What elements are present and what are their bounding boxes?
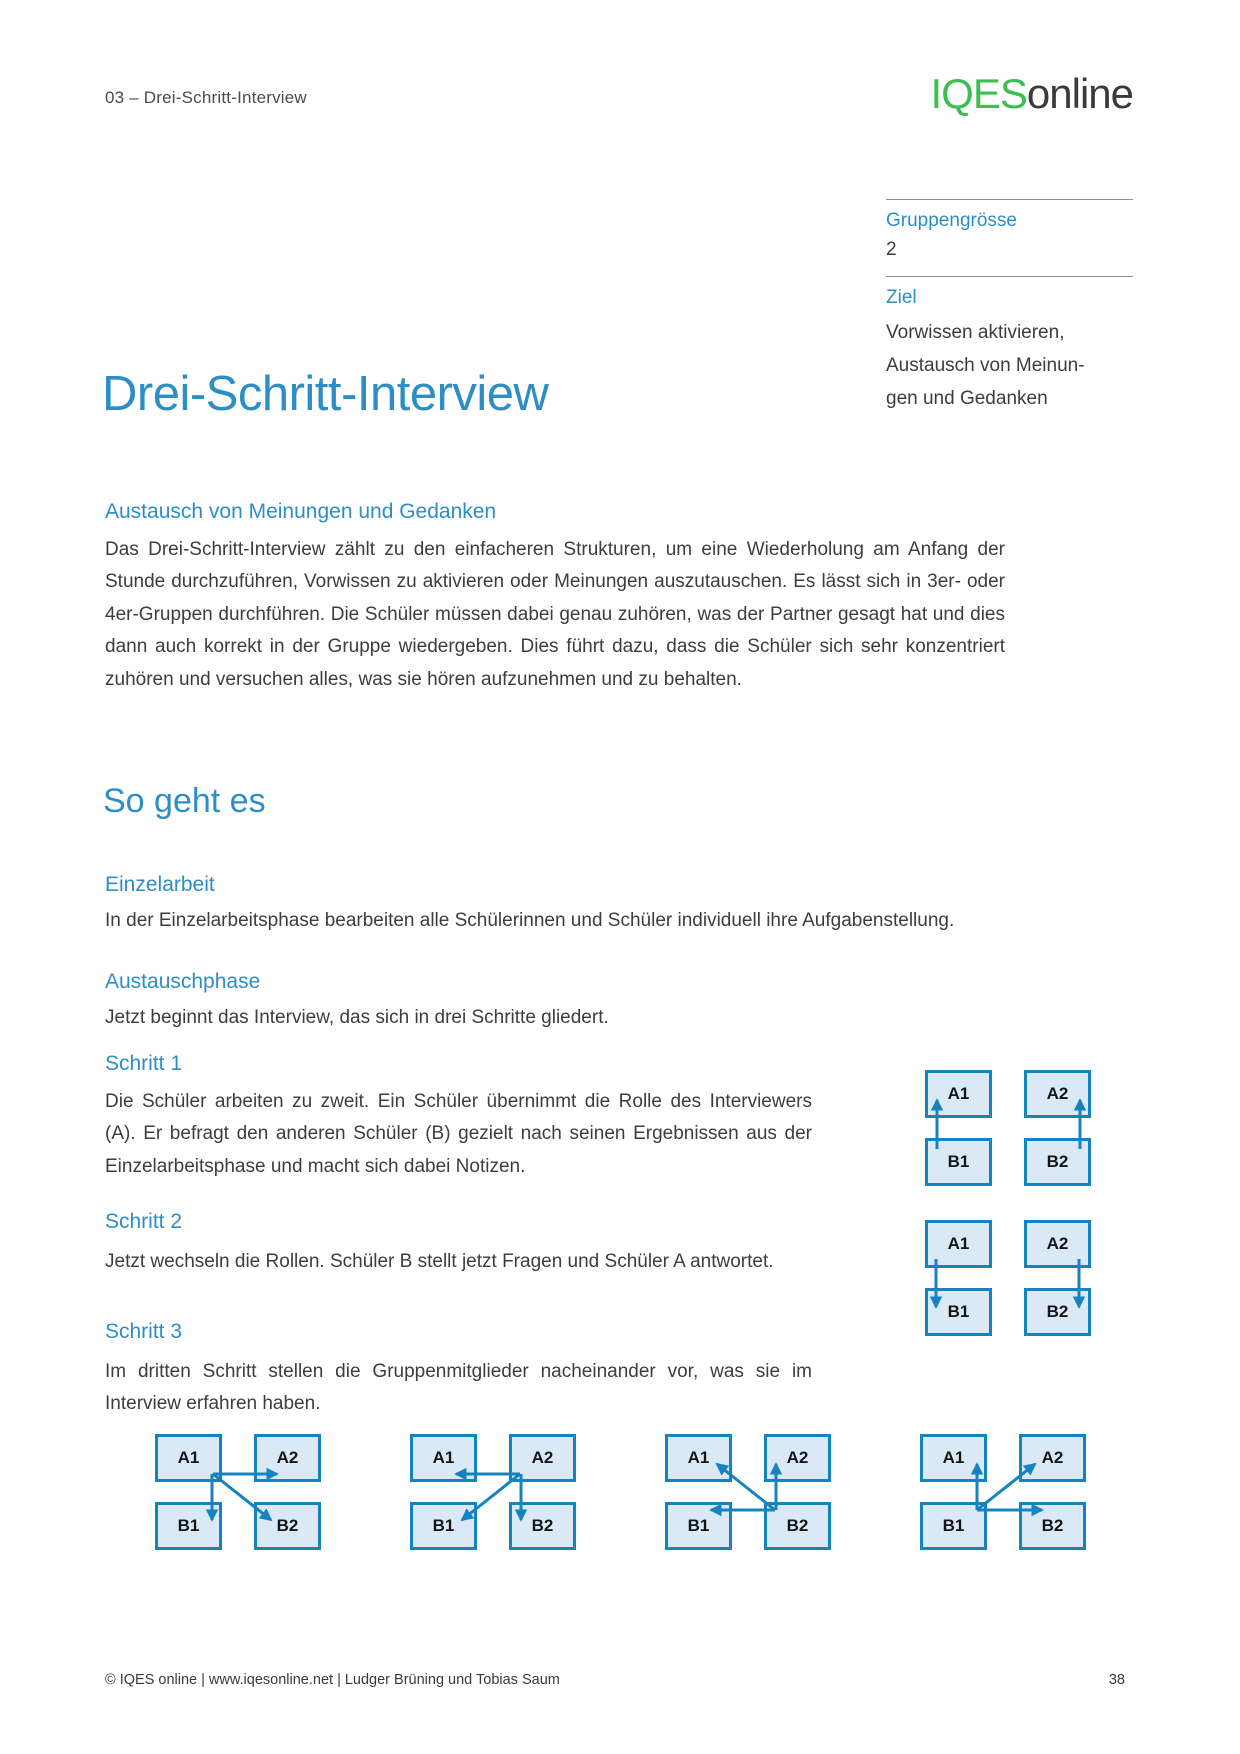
how-it-works-heading: So geht es	[103, 782, 266, 820]
diagram-box-a1: A1	[410, 1434, 477, 1482]
diagram-step3-a1-presents	[155, 1434, 322, 1551]
diagram-box-a2: A2	[1024, 1220, 1091, 1268]
page-title: Drei-Schritt-Interview	[102, 367, 549, 421]
header-doc-label: 03 – Drei-Schritt-Interview	[105, 88, 307, 107]
footer-credit: © IQES online | www.iqesonline.net | Ludger Brüning und Tobias Saum	[105, 1672, 560, 1688]
sidebar-goal-text	[886, 316, 1133, 415]
sidebar-groupsize-value: 2	[886, 239, 897, 260]
diagram-box-b2: B2	[1019, 1502, 1086, 1550]
section-einzelarbeit-heading: Einzelarbeit	[105, 873, 215, 896]
diagram-step3-b2-presents	[665, 1434, 832, 1551]
diagram-box-b2: B2	[1024, 1288, 1091, 1336]
diagram-step2	[925, 1220, 1092, 1337]
diagram-box-a1: A1	[155, 1434, 222, 1482]
diagram-box-a2: A2	[1024, 1070, 1091, 1118]
logo-text-online: online	[1026, 70, 1133, 117]
sidebar-goal-line: gen und Gedanken	[886, 388, 1048, 409]
section-schritt3-heading: Schritt 3	[105, 1320, 183, 1343]
sidebar-divider	[886, 276, 1133, 277]
diagram-box-b2: B2	[1024, 1138, 1091, 1186]
diagram-box-a2: A2	[509, 1434, 576, 1482]
diagram-box-a1: A1	[920, 1434, 987, 1482]
section-austauschphase-body: Jetzt beginnt das Interview, das sich in drei Schritte gliedert.	[105, 1007, 609, 1028]
diagram-box-b1: B1	[665, 1502, 732, 1550]
section-austauschphase-heading: Austauschphase	[105, 970, 261, 993]
diagram-box-a2: A2	[254, 1434, 321, 1482]
section-schritt3-body: Im dritten Schritt stellen die Gruppenmitglieder nacheinander vor, was sie im Interview erfahren haben.	[105, 1361, 812, 1415]
diagram-box-a1: A1	[925, 1070, 992, 1118]
sidebar-goal-line: Vorwissen aktivieren,	[886, 322, 1065, 343]
diagram-box-b1: B1	[920, 1502, 987, 1550]
diagram-box-b2: B2	[254, 1502, 321, 1550]
diagram-box-a2: A2	[1019, 1434, 1086, 1482]
diagram-step3-a2-presents	[410, 1434, 577, 1551]
logo-text-iqes: IQES	[930, 70, 1027, 117]
intro-heading: Austausch von Meinungen und Gedanken	[105, 500, 497, 523]
sidebar-goal-line: Austausch von Meinun-	[886, 355, 1085, 376]
diagram-box-b1: B1	[925, 1138, 992, 1186]
diagram-box-a1: A1	[665, 1434, 732, 1482]
diagram-step3-b1-presents	[920, 1434, 1087, 1551]
diagram-box-b2: B2	[509, 1502, 576, 1550]
diagram-box-a1: A1	[925, 1220, 992, 1268]
section-einzelarbeit-body: In der Einzelarbeitsphase bearbeiten alle Schülerinnen und Schüler individuell ihre Aufgabenstellung.	[105, 910, 955, 931]
sidebar-divider	[886, 199, 1133, 200]
intro-paragraph: Das Drei-Schritt-Interview zählt zu den einfacheren Strukturen, um eine Wiederholung am Anfang der Stunde durchzuführen, Vorwissen zu aktivieren oder Meinungen auszutauschen. Es lässt sich in 3er- oder 4er-Gruppen durchführen. Die Schüler müssen dabei genau zuhören, was der Partner gesagt hat und dies dann auch korrekt in der Gruppe wiedergeben. Dies führt dazu, dass die Schüler sich sehr konzentriert zuhören und versuchen alles, was sie hören aufzunehmen und zu behalten.	[105, 539, 1005, 690]
sidebar-goal-label: Ziel	[886, 287, 917, 308]
section-schritt1-body: Die Schüler arbeiten zu zweit. Ein Schüler übernimmt die Rolle des Interviewers (A). Er befragt den anderen Schüler (B) gezielt nach seinen Ergebnissen aus der Einzelarbeitsphase und macht sich dabei Notizen.	[105, 1091, 812, 1177]
diagram-box-b2: B2	[764, 1502, 831, 1550]
footer-page-number: 38	[1108, 1672, 1125, 1688]
info-sidebar	[886, 199, 1133, 415]
sidebar-groupsize-label: Gruppengrösse	[886, 210, 1017, 231]
diagram-box-b1: B1	[925, 1288, 992, 1336]
iqes-online-logo	[931, 70, 1133, 118]
diagram-box-b1: B1	[155, 1502, 222, 1550]
section-schritt2-body: Jetzt wechseln die Rollen. Schüler B stellt jetzt Fragen und Schüler A antwortet.	[105, 1251, 774, 1272]
section-schritt1-heading: Schritt 1	[105, 1052, 183, 1075]
diagram-step1	[925, 1070, 1092, 1187]
diagram-box-b1: B1	[410, 1502, 477, 1550]
diagram-box-a2: A2	[764, 1434, 831, 1482]
section-schritt2-heading: Schritt 2	[105, 1210, 183, 1233]
